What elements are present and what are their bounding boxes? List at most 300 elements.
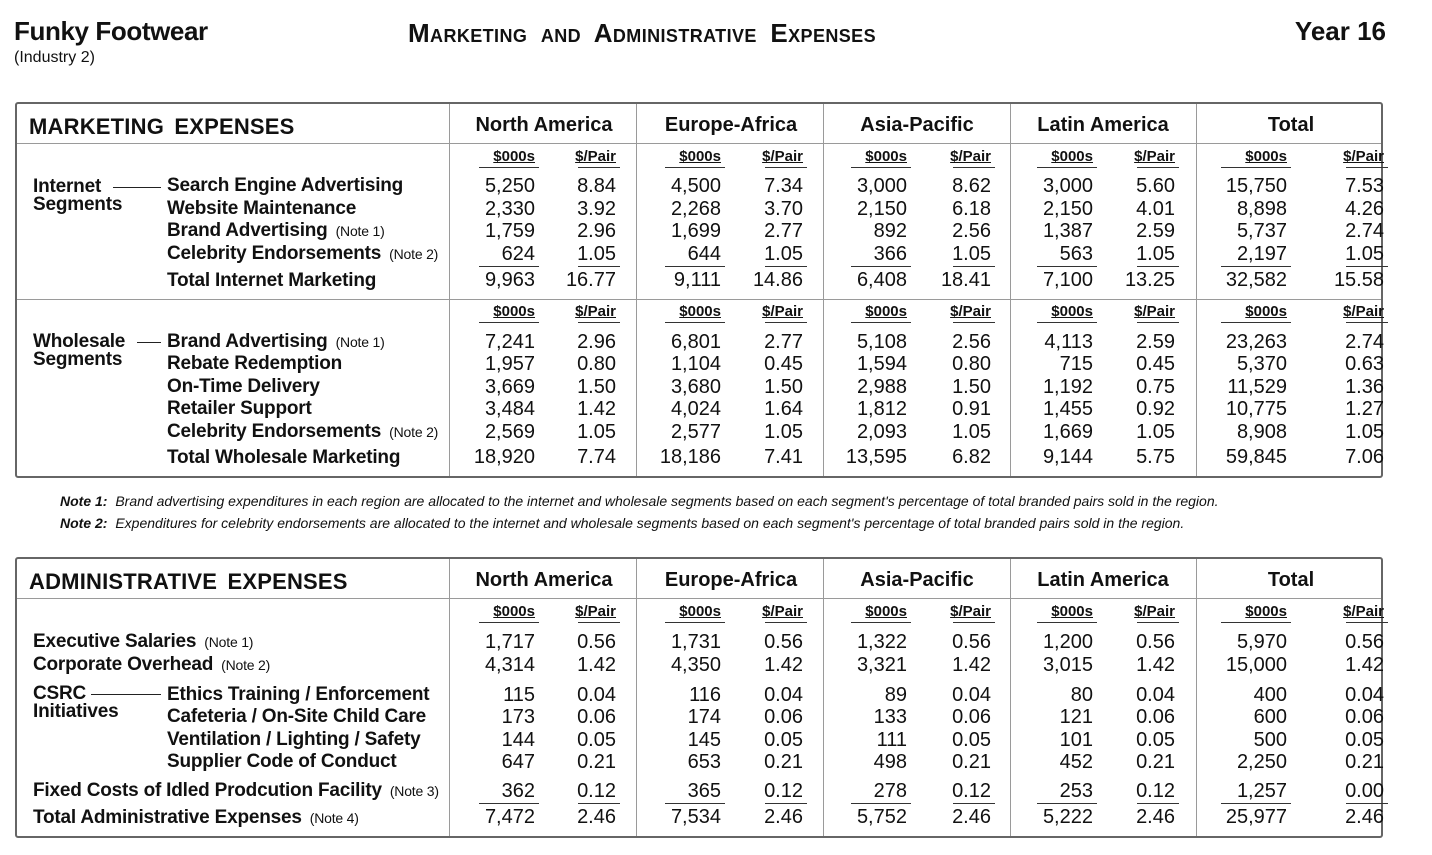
total-value-cell: 59,845 <box>1225 446 1287 468</box>
row-label-text: Corporate Overhead <box>33 654 214 675</box>
col-thousands-header: $000s <box>1245 603 1287 620</box>
row-label <box>167 376 320 398</box>
subtotal-rule <box>578 803 620 804</box>
header-underline <box>1037 167 1097 168</box>
value-cell: 11,529 <box>1227 376 1287 398</box>
value-cell: 0.06 <box>952 706 991 728</box>
row-label <box>167 706 426 728</box>
value-cell: 1.05 <box>952 421 991 443</box>
row-label <box>33 780 439 802</box>
value-cell: 8,908 <box>1236 421 1287 443</box>
marketing-column-divider <box>449 104 450 476</box>
value-cell: 23,263 <box>1225 331 1287 353</box>
row-label <box>33 807 359 829</box>
value-cell: 2,988 <box>856 376 907 398</box>
header-underline <box>851 167 911 168</box>
value-cell: 1,717 <box>484 631 535 653</box>
row-label-text: Retailer Support <box>167 398 312 419</box>
value-cell: 1,731 <box>670 631 721 653</box>
value-cell: 2,093 <box>856 421 907 443</box>
col-thousands-header: $000s <box>1245 148 1287 165</box>
header-underline <box>479 322 539 323</box>
header-underline <box>765 322 807 323</box>
value-cell: 2,569 <box>484 421 535 443</box>
value-cell: 6,801 <box>670 331 721 353</box>
value-cell: 5,108 <box>856 331 907 353</box>
subtotal-rule <box>1221 803 1291 804</box>
value-cell: 173 <box>501 706 535 728</box>
value-cell: 1,812 <box>856 398 907 420</box>
value-cell: 1.42 <box>1136 654 1175 676</box>
year-label: Year 16 <box>1294 16 1386 46</box>
value-cell: 3.70 <box>764 198 803 220</box>
total-value-cell: 18,920 <box>473 446 535 468</box>
col-per-pair-header: $/Pair <box>1343 603 1384 620</box>
total-value-cell: 15.58 <box>1333 269 1384 291</box>
value-cell: 145 <box>687 729 721 751</box>
row-label-text: Rebate Redemption <box>167 353 343 374</box>
total-value-cell: 13.25 <box>1124 269 1175 291</box>
total-value-cell: 16.77 <box>565 269 616 291</box>
row-label <box>167 751 397 773</box>
industry-label: (Industry 2) <box>14 49 95 66</box>
total-value-cell: 13,595 <box>845 446 907 468</box>
value-cell: 0.05 <box>764 729 803 751</box>
value-cell: 0.56 <box>1345 631 1384 653</box>
value-cell: 0.21 <box>952 751 991 773</box>
group-label-line2: Initiatives <box>33 701 119 722</box>
header-underline <box>665 167 725 168</box>
total-value-cell: 9,111 <box>673 269 721 291</box>
col-thousands-header: $000s <box>493 303 535 320</box>
header-underline <box>1346 322 1388 323</box>
admin-column-divider <box>823 559 824 836</box>
row-label-text: Cafeteria / On-Site Child Care <box>167 706 427 727</box>
subtotal-rule <box>479 803 539 804</box>
header-underline <box>851 622 911 623</box>
col-thousands-header: $000s <box>865 603 907 620</box>
subtotal-rule <box>765 803 807 804</box>
region-header: Asia-Pacific <box>860 569 974 591</box>
total-value-cell: 2.46 <box>1345 806 1384 828</box>
value-cell: 1.05 <box>577 421 616 443</box>
company-name: Funky Footwear <box>14 16 208 46</box>
row-label <box>167 729 420 751</box>
value-cell: 1.36 <box>1345 376 1384 398</box>
admin-column-divider <box>1196 559 1197 836</box>
value-cell: 3,000 <box>1042 175 1093 197</box>
value-cell: 1,322 <box>856 631 907 653</box>
value-cell: 2.77 <box>764 331 803 353</box>
subtotal-rule <box>1346 266 1388 267</box>
total-value-cell: 9,963 <box>484 269 535 291</box>
col-per-pair-header: $/Pair <box>1343 148 1384 165</box>
admin-section-title: ADMINISTRATIVE EXPENSES <box>29 569 348 594</box>
subtotal-rule <box>1346 803 1388 804</box>
total-value-cell: 5.75 <box>1136 446 1175 468</box>
col-per-pair-header: $/Pair <box>575 603 616 620</box>
marketing-column-divider <box>823 104 824 476</box>
value-cell: 500 <box>1253 729 1287 751</box>
value-cell: 0.04 <box>1345 684 1384 706</box>
region-header: Latin America <box>1037 114 1169 136</box>
value-cell: 2.59 <box>1136 331 1175 353</box>
marketing-notes <box>60 490 1219 534</box>
value-cell: 7.53 <box>1345 175 1384 197</box>
value-cell: 1.50 <box>764 376 803 398</box>
value-cell: 5,370 <box>1236 353 1287 375</box>
value-cell: 1.05 <box>764 243 803 265</box>
value-cell: 1.27 <box>1345 398 1384 420</box>
value-cell: 5,737 <box>1236 220 1287 242</box>
value-cell: 0.06 <box>764 706 803 728</box>
internet-segments-label <box>33 178 122 214</box>
row-label <box>167 243 438 265</box>
value-cell: 1.42 <box>577 654 616 676</box>
value-cell: 1,594 <box>856 353 907 375</box>
total-value-cell: 7,534 <box>670 806 721 828</box>
value-cell: 2,197 <box>1236 243 1287 265</box>
total-value-cell: 25,977 <box>1225 806 1287 828</box>
value-cell: 6.18 <box>952 198 991 220</box>
value-cell: 3,680 <box>670 376 721 398</box>
value-cell: 1.42 <box>1345 654 1384 676</box>
row-label <box>167 353 342 375</box>
total-value-cell: 2.46 <box>764 806 803 828</box>
value-cell: 0.21 <box>1345 751 1384 773</box>
row-label <box>167 684 429 706</box>
value-cell: 116 <box>689 684 721 706</box>
subtotal-rule <box>665 266 725 267</box>
col-thousands-header: $000s <box>679 148 721 165</box>
col-thousands-header: $000s <box>865 303 907 320</box>
value-cell: 0.63 <box>1345 353 1384 375</box>
header-underline <box>1221 322 1291 323</box>
row-note-ref: (Note 4) <box>309 810 359 826</box>
value-cell: 0.04 <box>577 684 616 706</box>
total-value-cell: 9,144 <box>1042 446 1093 468</box>
value-cell: 253 <box>1059 780 1093 802</box>
value-cell: 2,150 <box>856 198 907 220</box>
value-cell: 1,455 <box>1042 398 1093 420</box>
value-cell: 4,350 <box>670 654 721 676</box>
header-underline <box>1137 622 1179 623</box>
value-cell: 0.92 <box>1136 398 1175 420</box>
header-underline <box>1346 167 1388 168</box>
value-cell: 3,000 <box>856 175 907 197</box>
header-underline <box>479 622 539 623</box>
header-underline <box>479 167 539 168</box>
col-per-pair-header: $/Pair <box>1134 603 1175 620</box>
value-cell: 0.05 <box>1345 729 1384 751</box>
value-cell: 144 <box>501 729 535 751</box>
row-label-text: Total Internet Marketing <box>167 270 377 291</box>
row-note-ref: (Note 2) <box>221 657 271 673</box>
header-underline <box>578 322 620 323</box>
total-value-cell: 7,100 <box>1042 269 1093 291</box>
row-label-text: Supplier Code of Conduct <box>167 751 397 772</box>
value-cell: 1.64 <box>764 398 803 420</box>
region-header: Total <box>1267 114 1315 136</box>
value-cell: 1,669 <box>1042 421 1093 443</box>
header-underline <box>953 322 995 323</box>
value-cell: 101 <box>1059 729 1093 751</box>
value-cell: 8,898 <box>1236 198 1287 220</box>
total-value-cell: 6.82 <box>952 446 991 468</box>
marketing-column-divider <box>1010 104 1011 476</box>
value-cell: 2.56 <box>952 220 991 242</box>
value-cell: 0.91 <box>952 398 991 420</box>
value-cell: 0.12 <box>577 780 616 802</box>
value-cell: 2.59 <box>1136 220 1175 242</box>
value-cell: 0.05 <box>577 729 616 751</box>
value-cell: 2,150 <box>1042 198 1093 220</box>
row-label <box>167 421 438 443</box>
value-cell: 644 <box>687 243 721 265</box>
subtotal-rule <box>479 266 539 267</box>
row-label <box>167 198 356 220</box>
value-cell: 0.05 <box>1136 729 1175 751</box>
value-cell: 1.05 <box>1345 243 1384 265</box>
value-cell: 0.56 <box>577 631 616 653</box>
value-cell: 498 <box>873 751 907 773</box>
value-cell: 0.45 <box>1136 353 1175 375</box>
total-value-cell: 7.41 <box>764 446 803 468</box>
subtotal-rule <box>1037 803 1097 804</box>
row-label-text: Ethics Training / Enforcement <box>167 684 430 705</box>
row-note-ref: (Note 1) <box>204 634 254 650</box>
total-value-cell: 6,408 <box>856 269 907 291</box>
marketing-row-divider <box>17 299 1381 300</box>
total-value-cell: 2.46 <box>577 806 616 828</box>
value-cell: 89 <box>884 684 907 706</box>
row-label-text: On-Time Delivery <box>167 376 320 397</box>
value-cell: 5.60 <box>1136 175 1175 197</box>
group-label-line2: Segments <box>33 194 123 215</box>
value-cell: 1.42 <box>952 654 991 676</box>
value-cell: 0.21 <box>577 751 616 773</box>
value-cell: 0.56 <box>764 631 803 653</box>
value-cell: 1.05 <box>1136 243 1175 265</box>
value-cell: 3,321 <box>856 654 907 676</box>
row-label-text: Website Maintenance <box>167 198 357 219</box>
admin-column-divider <box>636 559 637 836</box>
row-note-ref: (Note 2) <box>389 246 439 262</box>
value-cell: 1.05 <box>1136 421 1175 443</box>
value-cell: 2.74 <box>1345 331 1384 353</box>
group-label-line1: Internet <box>33 176 102 197</box>
value-cell: 15,750 <box>1225 175 1287 197</box>
value-cell: 3,669 <box>484 376 535 398</box>
row-label-text: Brand Advertising <box>167 220 328 241</box>
header-underline <box>765 167 807 168</box>
header-underline <box>578 622 620 623</box>
value-cell: 892 <box>873 220 907 242</box>
value-cell: 715 <box>1059 353 1093 375</box>
value-cell: 8.62 <box>952 175 991 197</box>
header-underline <box>953 167 995 168</box>
value-cell: 10,775 <box>1225 398 1287 420</box>
col-per-pair-header: $/Pair <box>1134 303 1175 320</box>
row-label-text: Brand Advertising <box>167 331 328 352</box>
value-cell: 1.42 <box>764 654 803 676</box>
value-cell: 0.06 <box>1136 706 1175 728</box>
value-cell: 1.42 <box>577 398 616 420</box>
value-cell: 624 <box>501 243 535 265</box>
value-cell: 2,250 <box>1236 751 1287 773</box>
group-connector-line <box>137 342 161 343</box>
group-label-line2: Segments <box>33 349 123 370</box>
total-value-cell: 2.46 <box>952 806 991 828</box>
col-thousands-header: $000s <box>865 148 907 165</box>
value-cell: 80 <box>1070 684 1093 706</box>
value-cell: 0.12 <box>764 780 803 802</box>
row-label-text: Celebrity Endorsements <box>167 243 382 264</box>
value-cell: 0.12 <box>1136 780 1175 802</box>
value-cell: 0.56 <box>1136 631 1175 653</box>
note-1: Note 1: Brand advertising expenditures in each region are allocated to the internet and wholesale segments based on each segment's percentage of total branded pairs sold in the region. <box>60 493 1219 509</box>
header-underline <box>1221 167 1291 168</box>
col-per-pair-header: $/Pair <box>950 148 991 165</box>
total-value-cell: 18,186 <box>659 446 721 468</box>
value-cell: 1.50 <box>952 376 991 398</box>
page-title: Marketing and Administrative Expenses <box>408 18 876 48</box>
row-label-text: Total Administrative Expenses <box>33 807 302 828</box>
col-thousands-header: $000s <box>493 148 535 165</box>
row-label-text: Ventilation / Lighting / Safety <box>167 729 421 750</box>
col-thousands-header: $000s <box>493 603 535 620</box>
subtotal-rule <box>1137 803 1179 804</box>
value-cell: 1,104 <box>670 353 721 375</box>
marketing-column-divider <box>1196 104 1197 476</box>
region-header: North America <box>475 569 613 591</box>
value-cell: 2,330 <box>484 198 535 220</box>
total-value-cell: 14.86 <box>752 269 803 291</box>
value-cell: 2.74 <box>1345 220 1384 242</box>
marketing-section-title: MARKETING EXPENSES <box>29 114 295 139</box>
value-cell: 1.50 <box>577 376 616 398</box>
value-cell: 400 <box>1253 684 1287 706</box>
group-label-line1: Wholesale <box>33 331 126 352</box>
value-cell: 600 <box>1253 706 1287 728</box>
subtotal-rule <box>578 266 620 267</box>
value-cell: 3,015 <box>1042 654 1093 676</box>
col-thousands-header: $000s <box>679 603 721 620</box>
value-cell: 1,192 <box>1042 376 1093 398</box>
total-value-cell: 2.46 <box>1136 806 1175 828</box>
row-label <box>167 447 400 469</box>
value-cell: 111 <box>876 729 907 751</box>
admin-column-divider <box>1010 559 1011 836</box>
value-cell: 0.75 <box>1136 376 1175 398</box>
value-cell: 4,113 <box>1044 331 1093 353</box>
region-header: Total <box>1267 569 1315 591</box>
admin-row-divider <box>17 598 1381 599</box>
group-connector-line <box>113 187 161 188</box>
value-cell: 1.05 <box>577 243 616 265</box>
company-block <box>14 16 208 67</box>
header-underline <box>1221 622 1291 623</box>
region-header: Europe-Africa <box>664 114 798 136</box>
header-underline <box>851 322 911 323</box>
subtotal-rule <box>953 803 995 804</box>
subtotal-rule <box>1221 266 1291 267</box>
row-note-ref: (Note 2) <box>389 424 439 440</box>
col-thousands-header: $000s <box>1051 603 1093 620</box>
value-cell: 133 <box>873 706 907 728</box>
value-cell: 0.04 <box>952 684 991 706</box>
subtotal-rule <box>1137 266 1179 267</box>
value-cell: 5,970 <box>1236 631 1287 653</box>
header-underline <box>665 622 725 623</box>
value-cell: 366 <box>873 243 907 265</box>
value-cell: 452 <box>1059 751 1093 773</box>
col-thousands-header: $000s <box>1051 303 1093 320</box>
header-underline <box>1346 622 1388 623</box>
value-cell: 4.26 <box>1345 198 1384 220</box>
row-note-ref: (Note 1) <box>335 334 385 350</box>
value-cell: 174 <box>687 706 721 728</box>
total-value-cell: 18.41 <box>940 269 991 291</box>
header-underline <box>953 622 995 623</box>
subtotal-rule <box>953 266 995 267</box>
value-cell: 1,957 <box>484 353 535 375</box>
header-underline <box>1037 622 1097 623</box>
value-cell: 1,257 <box>1236 780 1287 802</box>
row-label-text: Executive Salaries <box>33 631 197 652</box>
col-per-pair-header: $/Pair <box>762 303 803 320</box>
col-per-pair-header: $/Pair <box>575 303 616 320</box>
value-cell: 365 <box>687 780 721 802</box>
value-cell: 0.00 <box>1345 780 1384 802</box>
value-cell: 278 <box>873 780 907 802</box>
value-cell: 1.05 <box>764 421 803 443</box>
row-label <box>167 175 403 197</box>
value-cell: 0.80 <box>577 353 616 375</box>
col-thousands-header: $000s <box>1051 148 1093 165</box>
header-underline <box>1137 167 1179 168</box>
admin-column-divider <box>449 559 450 836</box>
col-per-pair-header: $/Pair <box>762 148 803 165</box>
row-label <box>167 398 312 420</box>
administrative-expenses-panel <box>15 557 1383 838</box>
row-label-text: Celebrity Endorsements <box>167 421 382 442</box>
value-cell: 0.12 <box>952 780 991 802</box>
value-cell: 1.05 <box>952 243 991 265</box>
value-cell: 1.05 <box>1345 421 1384 443</box>
value-cell: 0.80 <box>952 353 991 375</box>
value-cell: 0.21 <box>764 751 803 773</box>
region-header: Europe-Africa <box>664 569 798 591</box>
value-cell: 653 <box>687 751 721 773</box>
value-cell: 0.04 <box>1136 684 1175 706</box>
row-label <box>167 220 385 242</box>
row-note-ref: (Note 3) <box>389 783 439 799</box>
value-cell: 4.01 <box>1136 198 1175 220</box>
value-cell: 2,577 <box>670 421 721 443</box>
note-2: Note 2: Expenditures for celebrity endorsements are allocated to the internet and wholesale segments based on each segment's percentage of total branded pairs sold in the region. <box>60 515 1185 531</box>
total-value-cell: 7.74 <box>577 446 616 468</box>
subtotal-rule <box>851 266 911 267</box>
value-cell: 4,500 <box>670 175 721 197</box>
value-cell: 2.77 <box>764 220 803 242</box>
value-cell: 7.34 <box>764 175 803 197</box>
value-cell: 647 <box>501 751 535 773</box>
group-connector-line <box>91 694 161 695</box>
region-header: Latin America <box>1037 569 1169 591</box>
value-cell: 0.06 <box>577 706 616 728</box>
header-underline <box>1137 322 1179 323</box>
